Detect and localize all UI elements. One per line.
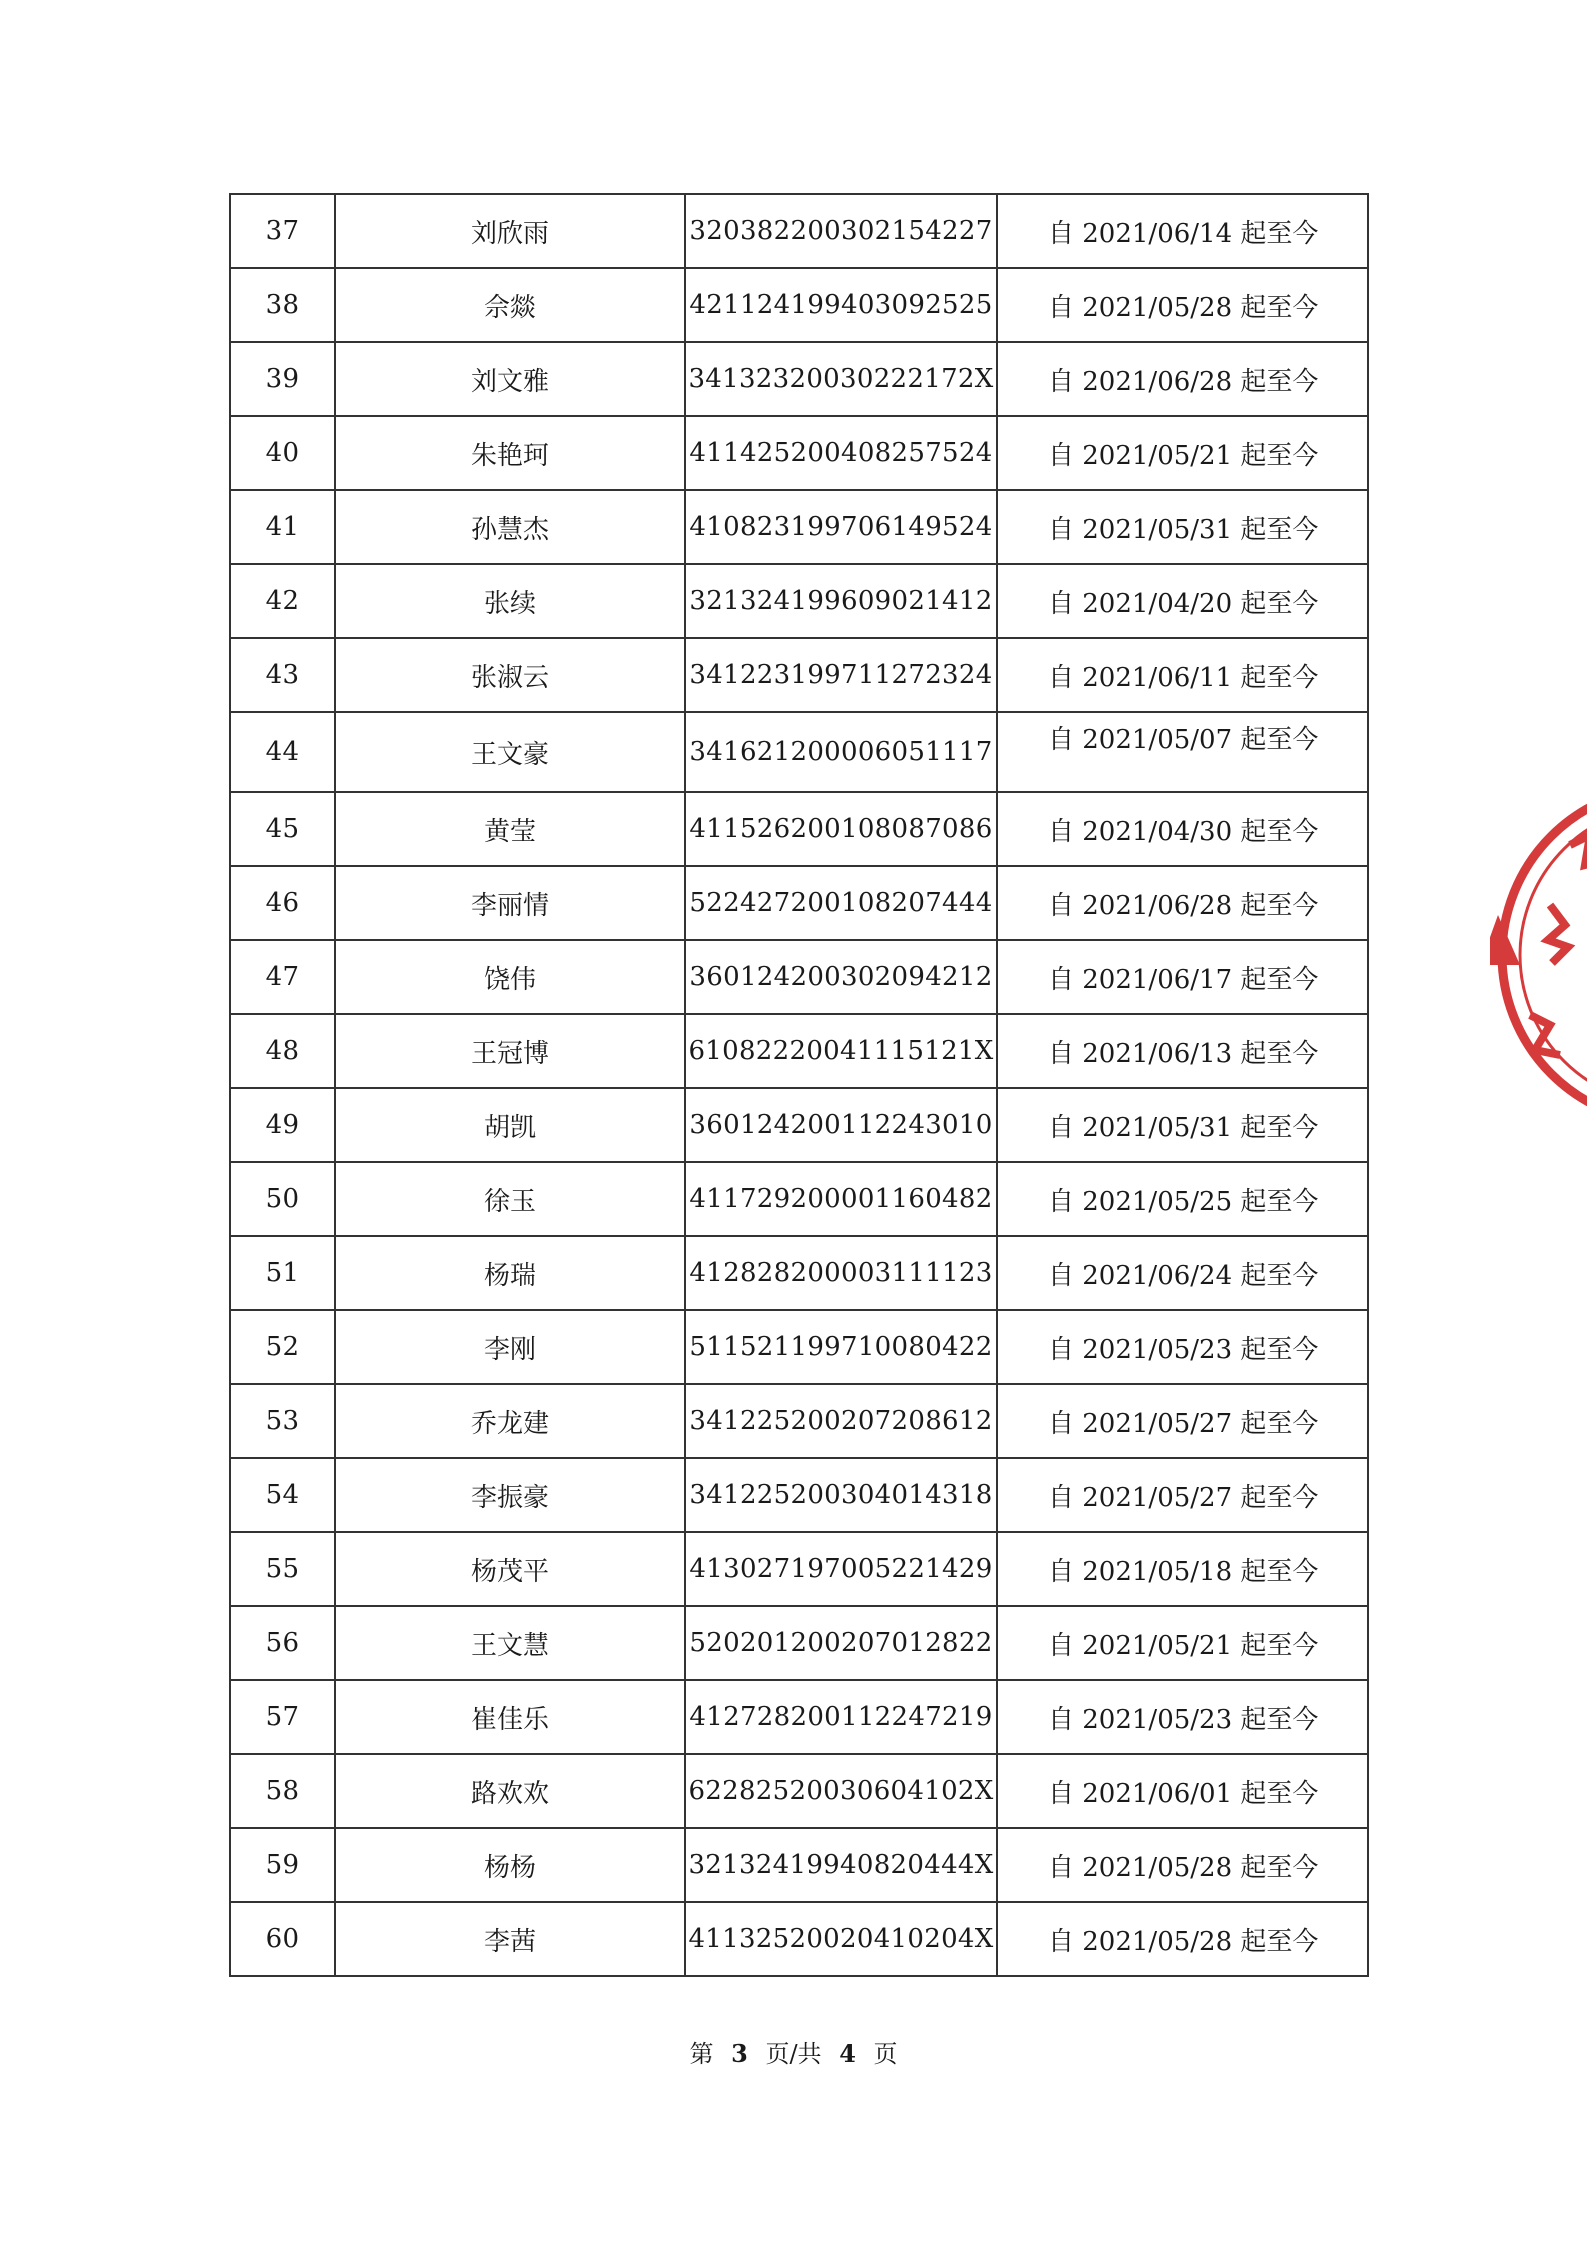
person-name: 杨瑞 bbox=[335, 1236, 685, 1310]
table-row bbox=[230, 1236, 1368, 1310]
employment-period: 自 2021/05/27 起至今 bbox=[997, 1458, 1368, 1532]
table-row bbox=[230, 1310, 1368, 1384]
id-number: 62282520030604102X bbox=[685, 1754, 997, 1828]
person-name: 饶伟 bbox=[335, 940, 685, 1014]
employment-period: 自 2021/06/11 起至今 bbox=[997, 638, 1368, 712]
person-name: 杨茂平 bbox=[335, 1532, 685, 1606]
table-row bbox=[230, 194, 1368, 268]
footer-middle: 页/共 bbox=[765, 2040, 822, 2068]
person-name: 王冠博 bbox=[335, 1014, 685, 1088]
row-number: 44 bbox=[230, 712, 335, 792]
personnel-table bbox=[229, 193, 1369, 1977]
table-row bbox=[230, 638, 1368, 712]
row-number: 58 bbox=[230, 1754, 335, 1828]
row-number: 53 bbox=[230, 1384, 335, 1458]
table-row bbox=[230, 1162, 1368, 1236]
person-name: 李茜 bbox=[335, 1902, 685, 1976]
table-row bbox=[230, 1458, 1368, 1532]
id-number: 522427200108207444 bbox=[685, 866, 997, 940]
employment-period: 自 2021/05/28 起至今 bbox=[997, 1902, 1368, 1976]
person-name: 李丽情 bbox=[335, 866, 685, 940]
row-number: 52 bbox=[230, 1310, 335, 1384]
id-number: 413027197005221429 bbox=[685, 1532, 997, 1606]
id-number: 412728200112247219 bbox=[685, 1680, 997, 1754]
id-number: 411425200408257524 bbox=[685, 416, 997, 490]
row-number: 54 bbox=[230, 1458, 335, 1532]
id-number: 412828200003111123 bbox=[685, 1236, 997, 1310]
footer-prefix: 第 bbox=[689, 2040, 714, 2068]
person-name: 张淑云 bbox=[335, 638, 685, 712]
row-number: 37 bbox=[230, 194, 335, 268]
row-number: 50 bbox=[230, 1162, 335, 1236]
table-row bbox=[230, 1828, 1368, 1902]
employment-period: 自 2021/05/21 起至今 bbox=[997, 416, 1368, 490]
person-name: 王文慧 bbox=[335, 1606, 685, 1680]
person-name: 佘燚 bbox=[335, 268, 685, 342]
employment-period: 自 2021/05/23 起至今 bbox=[997, 1680, 1368, 1754]
id-number: 410823199706149524 bbox=[685, 490, 997, 564]
seal-graphic bbox=[1490, 775, 1587, 1135]
row-number: 43 bbox=[230, 638, 335, 712]
footer-total-pages: 4 bbox=[839, 2039, 856, 2068]
employment-period: 自 2021/06/13 起至今 bbox=[997, 1014, 1368, 1088]
table-row bbox=[230, 564, 1368, 638]
id-number: 61082220041115121X bbox=[685, 1014, 997, 1088]
employment-period: 自 2021/06/28 起至今 bbox=[997, 342, 1368, 416]
employment-period: 自 2021/06/24 起至今 bbox=[997, 1236, 1368, 1310]
person-name: 王文豪 bbox=[335, 712, 685, 792]
table-row bbox=[230, 1606, 1368, 1680]
person-name: 孙慧杰 bbox=[335, 490, 685, 564]
id-number: 341223199711272324 bbox=[685, 638, 997, 712]
table-row bbox=[230, 1088, 1368, 1162]
id-number: 411729200001160482 bbox=[685, 1162, 997, 1236]
person-name: 路欢欢 bbox=[335, 1754, 685, 1828]
person-name: 徐玉 bbox=[335, 1162, 685, 1236]
id-number: 341225200304014318 bbox=[685, 1458, 997, 1532]
table-row bbox=[230, 712, 1368, 792]
person-name: 张续 bbox=[335, 564, 685, 638]
person-name: 黄莹 bbox=[335, 792, 685, 866]
id-number: 341225200207208612 bbox=[685, 1384, 997, 1458]
employment-period: 自 2021/05/21 起至今 bbox=[997, 1606, 1368, 1680]
row-number: 59 bbox=[230, 1828, 335, 1902]
person-name: 刘文雅 bbox=[335, 342, 685, 416]
employment-period: 自 2021/06/17 起至今 bbox=[997, 940, 1368, 1014]
row-number: 47 bbox=[230, 940, 335, 1014]
table-row bbox=[230, 1754, 1368, 1828]
id-number: 360124200112243010 bbox=[685, 1088, 997, 1162]
table-row bbox=[230, 342, 1368, 416]
person-name: 乔龙建 bbox=[335, 1384, 685, 1458]
personnel-table-container bbox=[229, 193, 1367, 1977]
id-number: 41132520020410204X bbox=[685, 1902, 997, 1976]
id-number: 32132419940820444X bbox=[685, 1828, 997, 1902]
page-footer bbox=[0, 2034, 1587, 2069]
row-number: 48 bbox=[230, 1014, 335, 1088]
person-name: 刘欣雨 bbox=[335, 194, 685, 268]
table-row bbox=[230, 1532, 1368, 1606]
employment-period: 自 2021/05/28 起至今 bbox=[997, 268, 1368, 342]
row-number: 46 bbox=[230, 866, 335, 940]
row-number: 39 bbox=[230, 342, 335, 416]
employment-period: 自 2021/04/20 起至今 bbox=[997, 564, 1368, 638]
employment-period: 自 2021/05/07 起至今 bbox=[997, 712, 1368, 792]
person-name: 杨杨 bbox=[335, 1828, 685, 1902]
person-name: 李刚 bbox=[335, 1310, 685, 1384]
table-row bbox=[230, 1902, 1368, 1976]
employment-period: 自 2021/05/31 起至今 bbox=[997, 490, 1368, 564]
id-number: 511521199710080422 bbox=[685, 1310, 997, 1384]
person-name: 崔佳乐 bbox=[335, 1680, 685, 1754]
employment-period: 自 2021/05/25 起至今 bbox=[997, 1162, 1368, 1236]
row-number: 41 bbox=[230, 490, 335, 564]
table-row bbox=[230, 490, 1368, 564]
employment-period: 自 2021/06/14 起至今 bbox=[997, 194, 1368, 268]
table-row bbox=[230, 1014, 1368, 1088]
footer-current-page: 3 bbox=[731, 2039, 748, 2068]
table-row bbox=[230, 940, 1368, 1014]
table-row bbox=[230, 792, 1368, 866]
table-row bbox=[230, 866, 1368, 940]
row-number: 42 bbox=[230, 564, 335, 638]
id-number: 520201200207012822 bbox=[685, 1606, 997, 1680]
table-row bbox=[230, 268, 1368, 342]
id-number: 320382200302154227 bbox=[685, 194, 997, 268]
row-number: 40 bbox=[230, 416, 335, 490]
row-number: 49 bbox=[230, 1088, 335, 1162]
row-number: 56 bbox=[230, 1606, 335, 1680]
row-number: 57 bbox=[230, 1680, 335, 1754]
table-row bbox=[230, 416, 1368, 490]
person-name: 朱艳珂 bbox=[335, 416, 685, 490]
id-number: 411526200108087086 bbox=[685, 792, 997, 866]
person-name: 胡凯 bbox=[335, 1088, 685, 1162]
personnel-table-body bbox=[230, 194, 1368, 1976]
table-row bbox=[230, 1384, 1368, 1458]
footer-suffix: 页 bbox=[873, 2040, 898, 2068]
employment-period: 自 2021/05/27 起至今 bbox=[997, 1384, 1368, 1458]
employment-period: 自 2021/06/28 起至今 bbox=[997, 866, 1368, 940]
row-number: 55 bbox=[230, 1532, 335, 1606]
employment-period: 自 2021/04/30 起至今 bbox=[997, 792, 1368, 866]
row-number: 38 bbox=[230, 268, 335, 342]
row-number: 51 bbox=[230, 1236, 335, 1310]
id-number: 360124200302094212 bbox=[685, 940, 997, 1014]
id-number: 421124199403092525 bbox=[685, 268, 997, 342]
row-number: 45 bbox=[230, 792, 335, 866]
employment-period: 自 2021/05/28 起至今 bbox=[997, 1828, 1368, 1902]
official-seal-stamp bbox=[1490, 775, 1587, 1135]
row-number: 60 bbox=[230, 1902, 335, 1976]
employment-period: 自 2021/05/31 起至今 bbox=[997, 1088, 1368, 1162]
person-name: 李振豪 bbox=[335, 1458, 685, 1532]
employment-period: 自 2021/06/01 起至今 bbox=[997, 1754, 1368, 1828]
employment-period: 自 2021/05/18 起至今 bbox=[997, 1532, 1368, 1606]
table-row bbox=[230, 1680, 1368, 1754]
id-number: 341621200006051117 bbox=[685, 712, 997, 792]
employment-period: 自 2021/05/23 起至今 bbox=[997, 1310, 1368, 1384]
id-number: 34132320030222172X bbox=[685, 342, 997, 416]
id-number: 321324199609021412 bbox=[685, 564, 997, 638]
